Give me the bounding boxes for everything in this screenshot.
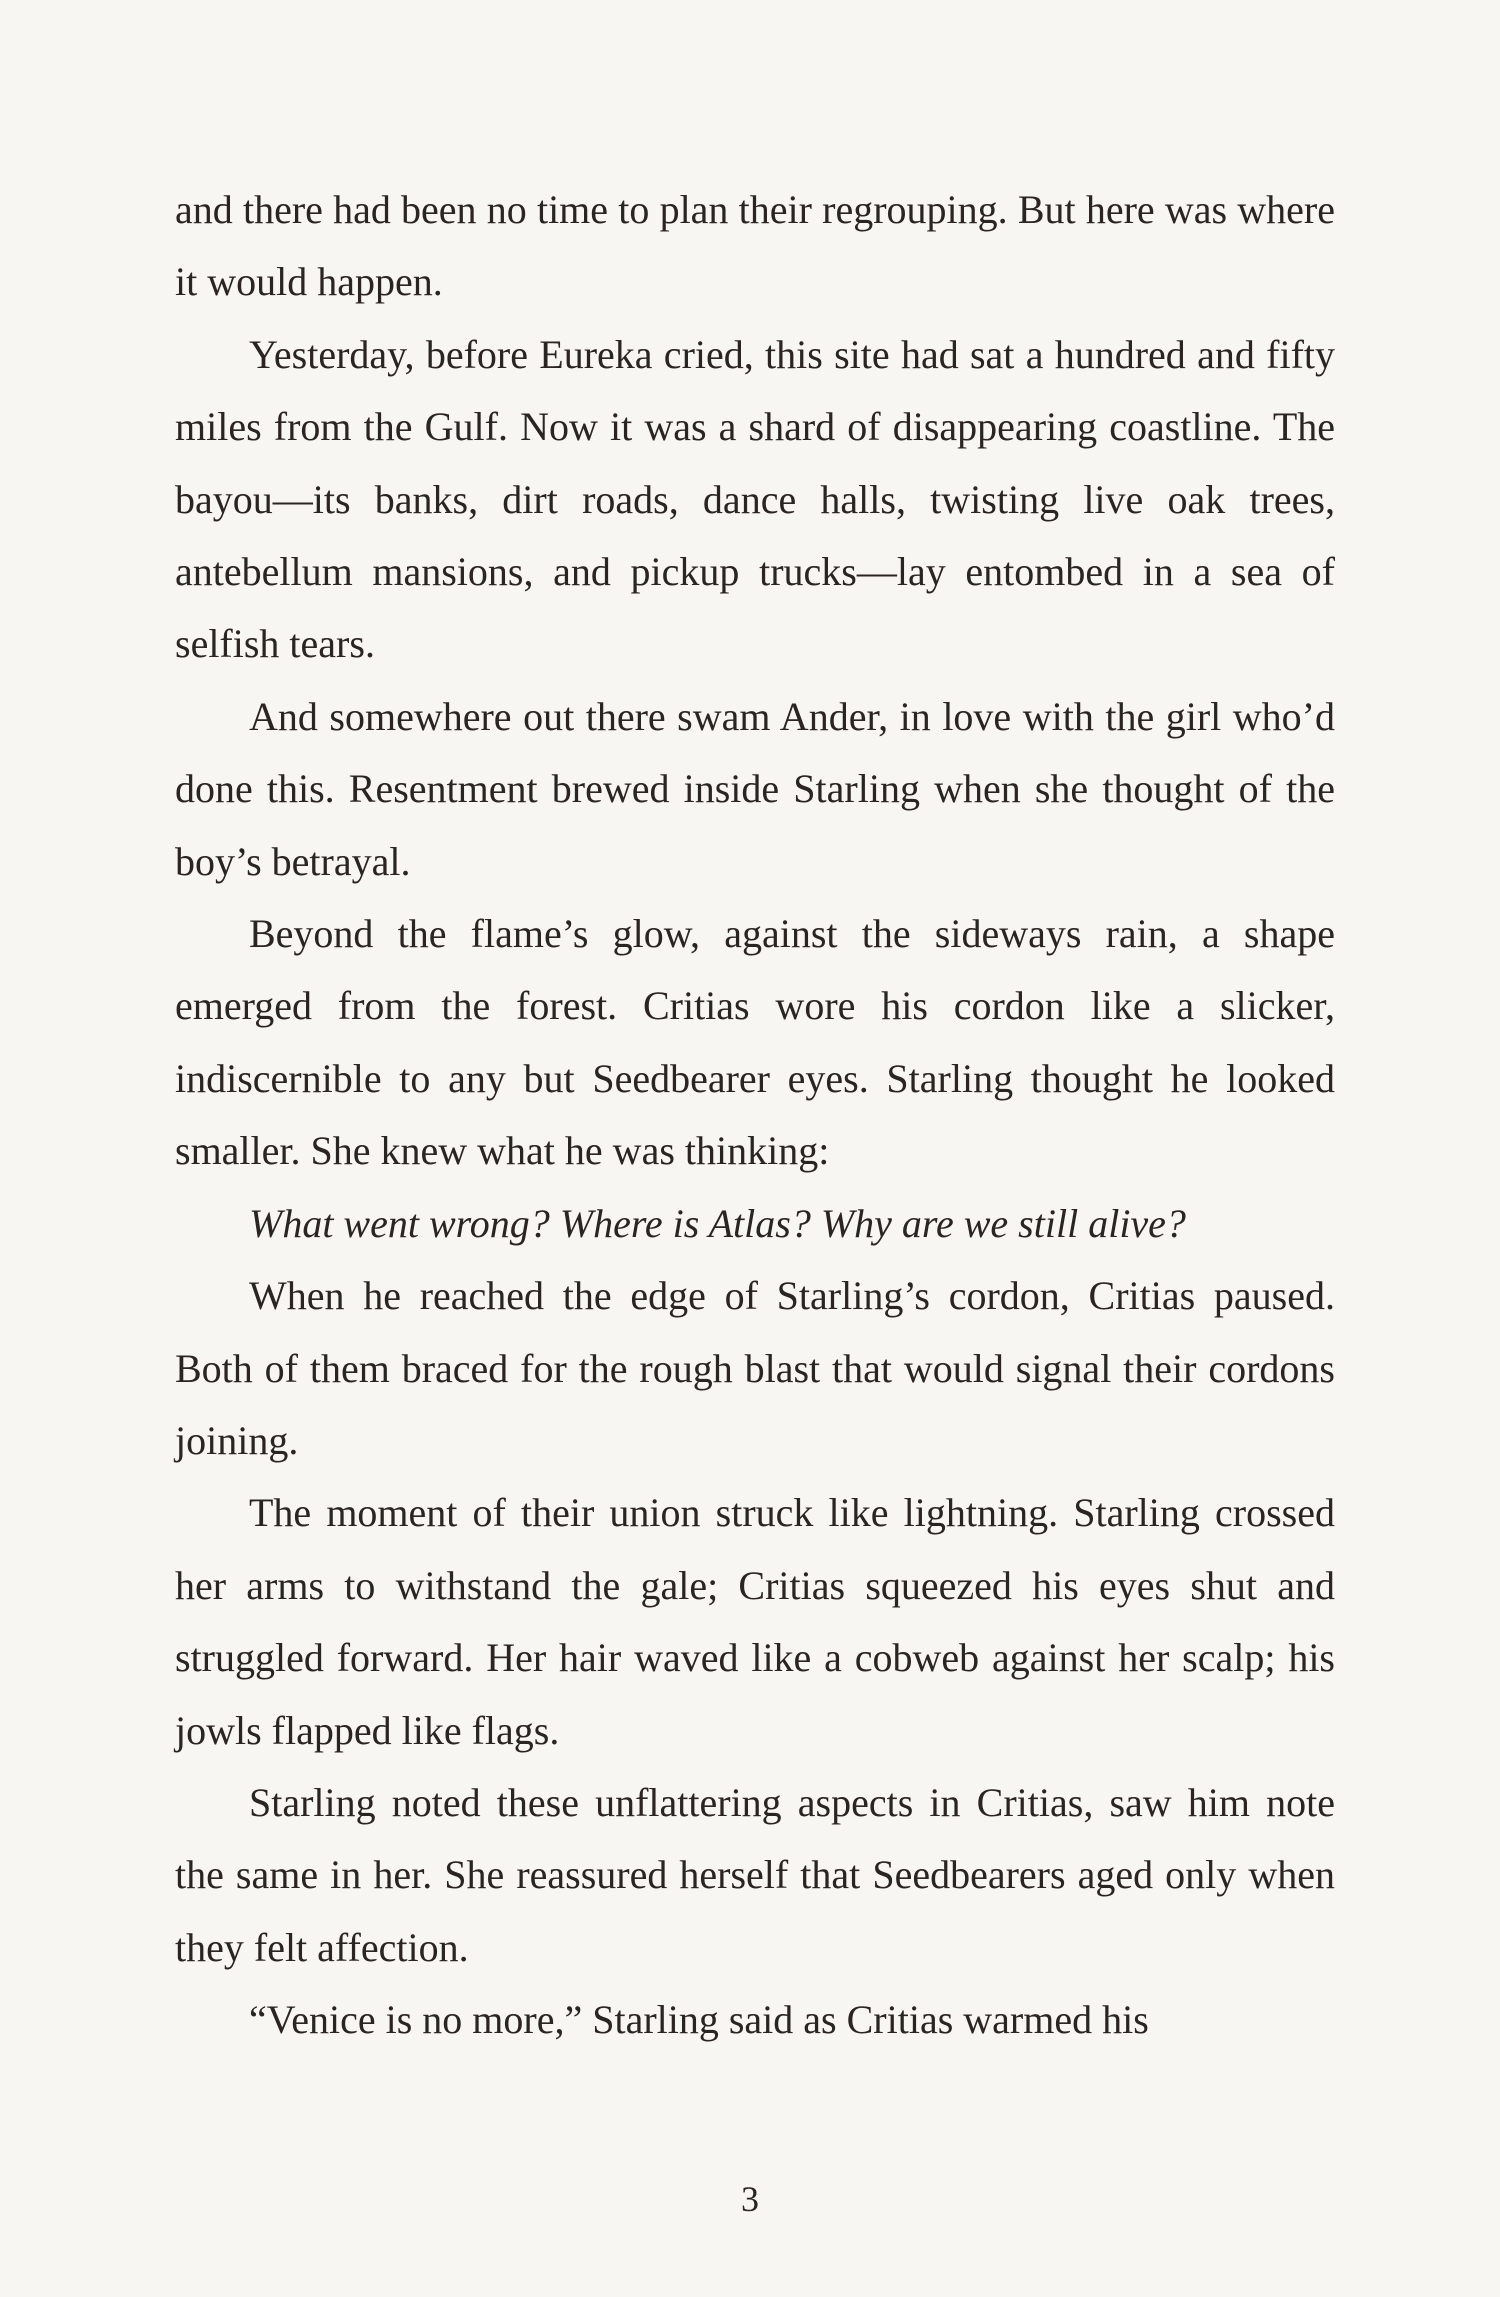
paragraph-unflattering: Starling noted these unflattering aspects in Critias, saw him note the same in her. She reassured herself that Seedbearers aged only when they felt affection. — [175, 1779, 1335, 1970]
page-number: 3 — [741, 2179, 759, 2219]
paragraph-continuation: and there had been no time to plan their regrouping. But here was where it would happen. — [175, 187, 1335, 305]
body-text — [175, 174, 1335, 2057]
paragraph-cordon-edge: When he reached the edge of Starling’s cordon, Critias paused. Both of them braced for the rough blast that would signal their cordons joining. — [175, 1273, 1335, 1463]
paragraph-beyond-flame: Beyond the flame’s glow, against the sideways rain, a shape emerged from the forest. Critias wore his cordon like a slicker, indiscernible to any but Seedbearer eyes. Starling thought he looked smaller. She knew what he was thinking: — [175, 911, 1335, 1174]
paragraph-ander: And somewhere out there swam Ander, in love with the girl who’d done this. Resentment brewed inside Starling when she thought of the boy’s betrayal. — [175, 693, 1335, 884]
paragraph-yesterday: Yesterday, before Eureka cried, this site had sat a hundred and fifty miles from the Gulf. Now it was a shard of disappearing coastline. The bayou—its banks, dirt roads, dance halls, twisting live oak trees, antebellum mansions, and pickup trucks—lay entombed in a sea of selfish tears. — [175, 331, 1335, 667]
paragraph-italic-thoughts: What went wrong? Where is Atlas? Why are we still alive? — [249, 1200, 1186, 1246]
paragraph-venice: “Venice is no more,” Starling said as Critias warmed his — [249, 1997, 1149, 2043]
paragraph-union: The moment of their union struck like lightning. Starling crossed her arms to withstand the gale; Critias squeezed his eyes shut and struggled forward. Her hair waved like a cobweb against her scalp; his jowls flapped like flags. — [175, 1490, 1335, 1753]
